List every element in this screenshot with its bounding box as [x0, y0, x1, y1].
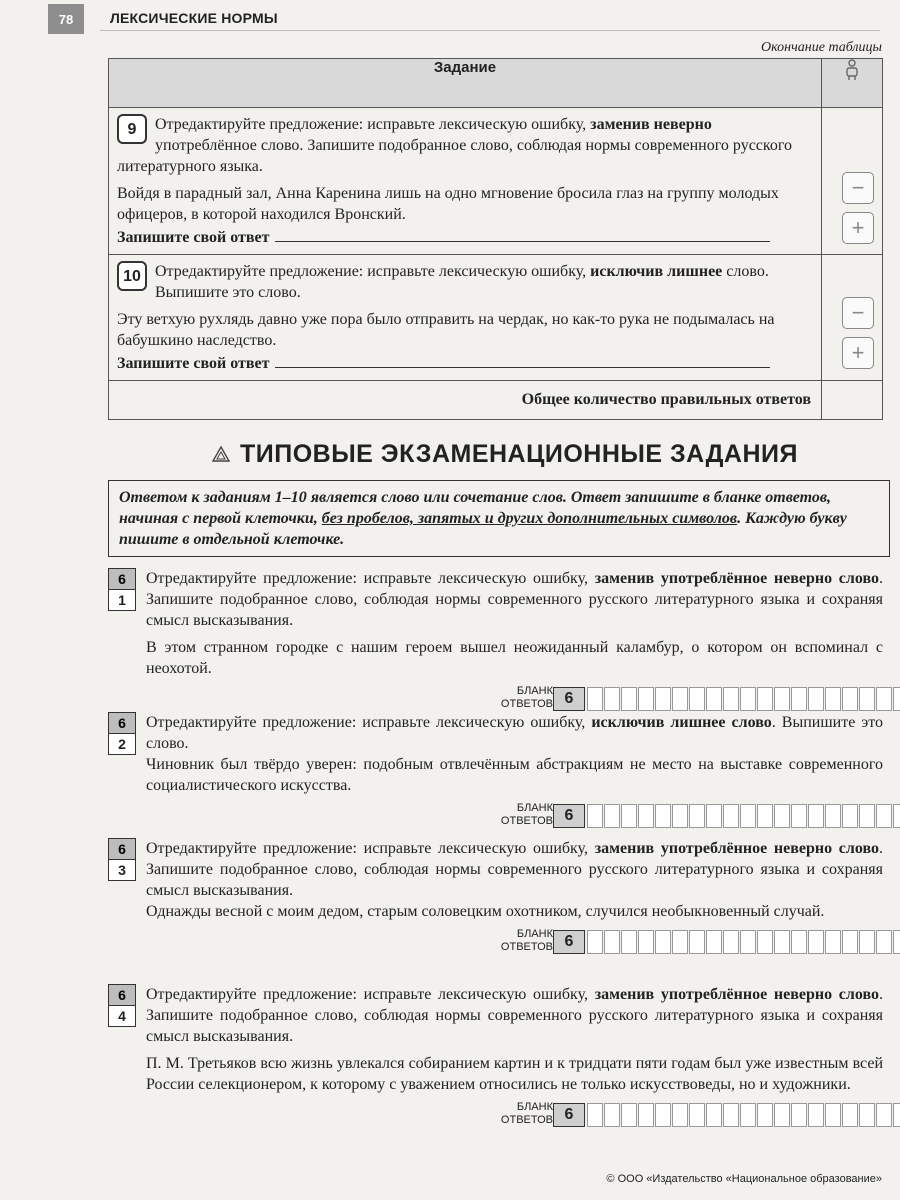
answer-cell[interactable] — [587, 687, 603, 711]
table-header-row — [109, 59, 883, 108]
blank-task-number: 6 — [553, 804, 585, 828]
answer-cell[interactable] — [876, 804, 892, 828]
exercise-item — [108, 712, 883, 830]
blank-label: БЛАНК ОТВЕТОВ — [500, 685, 553, 710]
task-sentence: Эту ветхую рухлядь давно уже пора было отправить на чердак, но как-то рука не подымалась на бабушкино наследство. — [117, 311, 775, 349]
answer-cell[interactable] — [825, 930, 841, 954]
task-instruction: Отредактируйте предложение: исправьте лексическую ошибку, заменив неверно употреблённое слово. Запишите подобранное слово, соблюдая нормы современного русского литературного языка. — [117, 116, 793, 175]
answer-cell[interactable] — [706, 1103, 722, 1127]
answer-cell[interactable] — [621, 687, 637, 711]
answer-cell[interactable] — [689, 1103, 705, 1127]
answer-cell[interactable] — [859, 930, 875, 954]
copyright: © ООО «Издательство «Национальное образование» — [606, 1173, 882, 1185]
answer-cell[interactable] — [842, 1103, 858, 1127]
answer-cell[interactable] — [740, 687, 756, 711]
answer-cell[interactable] — [723, 804, 739, 828]
answer-cell[interactable] — [587, 930, 603, 954]
answer-cell[interactable] — [825, 687, 841, 711]
answer-cell[interactable] — [723, 1103, 739, 1127]
answer-cells[interactable] — [587, 1103, 900, 1127]
answer-cell[interactable] — [706, 930, 722, 954]
task-instruction: Отредактируйте предложение: исправьте лексическую ошибку, исключив лишнее слово. Выпишите это слово. — [155, 263, 769, 301]
table-header-self-check — [822, 59, 883, 108]
answer-cell[interactable] — [706, 804, 722, 828]
answer-cell[interactable] — [774, 804, 790, 828]
answer-cell[interactable] — [655, 687, 671, 711]
answer-cell[interactable] — [893, 1103, 900, 1127]
task-number: 9 — [117, 114, 147, 144]
exercise-instruction: Отредактируйте предложение: исправьте лексическую ошибку, заменив употреблённое неверно слово. Запишите подобранное слово, соблюдая нормы современного русского литературного языка и сохраняя смысл высказывания. — [146, 986, 883, 1045]
exam-section-title: ТИПОВЫЕ ЭКЗАМЕНАЦИОННЫЕ ЗАДАНИЯ — [210, 440, 798, 469]
table-row — [109, 255, 883, 381]
answer-cell[interactable] — [757, 804, 773, 828]
answer-cell[interactable] — [774, 687, 790, 711]
exercise-sentence: В этом странном городке с нашим героем вышел неожиданный каламбур, о котором он вспоминал с неохотой. — [146, 639, 883, 677]
answer-cells[interactable] — [587, 930, 900, 954]
answer-cell[interactable] — [859, 1103, 875, 1127]
answer-cell[interactable] — [689, 804, 705, 828]
answer-cell[interactable] — [791, 1103, 807, 1127]
exercise-item — [108, 984, 883, 1129]
minus-checkbox[interactable]: − — [842, 297, 874, 329]
answer-cell[interactable] — [706, 687, 722, 711]
blank-task-number: 6 — [553, 930, 585, 954]
plus-checkbox[interactable]: + — [842, 337, 874, 369]
answer-cells[interactable] — [587, 687, 900, 711]
recycle-icon — [210, 445, 232, 465]
answer-cell[interactable] — [672, 804, 688, 828]
answer-field[interactable] — [275, 227, 770, 242]
exercise-item — [108, 568, 883, 713]
answer-row: Запишите свой ответ — [117, 353, 811, 374]
answer-cell[interactable] — [825, 1103, 841, 1127]
page-number: 78 — [48, 4, 84, 34]
answer-cell[interactable] — [638, 804, 654, 828]
answer-cell[interactable] — [774, 930, 790, 954]
answer-cell[interactable] — [587, 804, 603, 828]
exercise-item — [108, 838, 883, 956]
answer-cell[interactable] — [859, 687, 875, 711]
answer-cell[interactable] — [740, 930, 756, 954]
answer-cell[interactable] — [638, 687, 654, 711]
answer-cell[interactable] — [655, 1103, 671, 1127]
answer-cell[interactable] — [893, 687, 900, 711]
answer-cell[interactable] — [876, 1103, 892, 1127]
mark-cell — [822, 108, 883, 255]
minus-checkbox[interactable]: − — [842, 172, 874, 204]
answer-cell[interactable] — [672, 687, 688, 711]
answer-blank — [108, 928, 883, 956]
answer-cell[interactable] — [842, 687, 858, 711]
answer-cell[interactable] — [757, 1103, 773, 1127]
exercise-badge: 6 4 — [108, 984, 136, 1027]
answer-cell[interactable] — [808, 804, 824, 828]
exercise-badge: 6 1 — [108, 568, 136, 611]
answer-cell[interactable] — [655, 804, 671, 828]
section-title: ЛЕКСИЧЕСКИЕ НОРМЫ — [110, 10, 278, 26]
table-caption: Окончание таблицы — [761, 40, 882, 55]
answer-cell[interactable] — [689, 930, 705, 954]
task-cell — [109, 108, 822, 255]
exercise-badge: 6 3 — [108, 838, 136, 881]
answer-blank — [108, 685, 883, 713]
answer-blank — [108, 1101, 883, 1129]
answer-cell[interactable] — [723, 930, 739, 954]
answer-cell[interactable] — [791, 930, 807, 954]
answer-cell[interactable] — [604, 687, 620, 711]
answer-cell[interactable] — [893, 930, 900, 954]
task-number: 10 — [117, 261, 147, 291]
plus-checkbox[interactable]: + — [842, 212, 874, 244]
blank-task-number: 6 — [553, 687, 585, 711]
total-row — [109, 381, 883, 420]
blank-label: БЛАНК ОТВЕТОВ — [500, 1101, 553, 1126]
answer-cell[interactable] — [859, 804, 875, 828]
answer-cell[interactable] — [791, 687, 807, 711]
answer-cell[interactable] — [587, 1103, 603, 1127]
total-cell[interactable] — [822, 381, 883, 420]
person-check-icon — [844, 59, 860, 81]
exercise-instruction: Отредактируйте предложение: исправьте лексическую ошибку, исключив лишнее слово. Выпишите это слово. — [146, 714, 884, 752]
answer-cell[interactable] — [757, 930, 773, 954]
answer-cell[interactable] — [808, 1103, 824, 1127]
answer-cell[interactable] — [774, 1103, 790, 1127]
blank-label: БЛАНК ОТВЕТОВ — [500, 928, 553, 953]
answer-cell[interactable] — [808, 930, 824, 954]
answer-cell[interactable] — [689, 687, 705, 711]
task-sentence: Войдя в парадный зал, Анна Каренина лишь на одно мгновение бросила глаз на группу молодых офицеров, в которой находился Вронский. — [117, 185, 779, 223]
answer-cell[interactable] — [808, 687, 824, 711]
exercise-sentence: Однажды весной с моим дедом, старым соловецким охотником, случился необыкновенный случай. — [146, 903, 825, 920]
answer-cell[interactable] — [672, 1103, 688, 1127]
answer-cell[interactable] — [604, 930, 620, 954]
blank-label: БЛАНК ОТВЕТОВ — [500, 802, 553, 827]
answer-cell[interactable] — [757, 687, 773, 711]
answer-cell[interactable] — [893, 804, 900, 828]
answer-cell[interactable] — [672, 930, 688, 954]
answer-cell[interactable] — [604, 1103, 620, 1127]
answer-cell[interactable] — [740, 1103, 756, 1127]
exercise-sentence: Чиновник был твёрдо уверен: подобным отвлечённым абстракциям не место на выставке современного социалистического искусства. — [146, 756, 883, 794]
answer-cell[interactable] — [655, 930, 671, 954]
answer-cell[interactable] — [842, 930, 858, 954]
mark-cell — [822, 255, 883, 381]
answer-cell[interactable] — [638, 1103, 654, 1127]
answer-cell[interactable] — [740, 804, 756, 828]
table-header-task: Задание — [109, 59, 822, 108]
answer-cells[interactable] — [587, 804, 900, 828]
exercise-sentence: П. М. Третьяков всю жизнь увлекался собиранием картин и к тридцати пяти годам был уже известным всей России селекционером, к которому с уважением относились не только искусствоведы, но и художники. — [146, 1055, 883, 1093]
answer-cell[interactable] — [604, 804, 620, 828]
answer-cell[interactable] — [621, 1103, 637, 1127]
answer-cell[interactable] — [621, 930, 637, 954]
answer-cell[interactable] — [842, 804, 858, 828]
answer-row: Запишите свой ответ — [117, 227, 811, 248]
answer-cell[interactable] — [723, 687, 739, 711]
table-row — [109, 108, 883, 255]
answer-cell[interactable] — [825, 804, 841, 828]
exercise-instruction: Отредактируйте предложение: исправьте лексическую ошибку, заменив употреблённое неверно слово. Запишите подобранное слово, соблюдая нормы современного русского литературного языка и сохраняя смысл высказывания. — [146, 840, 883, 899]
blank-task-number: 6 — [553, 1103, 585, 1127]
answer-cell[interactable] — [638, 930, 654, 954]
answer-cell[interactable] — [791, 804, 807, 828]
exercise-badge: 6 2 — [108, 712, 136, 755]
answer-cell[interactable] — [621, 804, 637, 828]
answer-field[interactable] — [275, 353, 770, 368]
answer-cell[interactable] — [876, 930, 892, 954]
exam-instruction: Ответом к заданиям 1–10 является слово или сочетание слов. Ответ запишите в бланке ответов, начиная с первой клеточки, без пробелов, запятых и других дополнительных символов. Каждую букву пишите в отдельной клеточке. — [108, 480, 890, 557]
header-rule — [100, 30, 880, 31]
tasks-table — [108, 58, 883, 420]
task-cell — [109, 255, 822, 381]
exercise-instruction: Отредактируйте предложение: исправьте лексическую ошибку, заменив употреблённое неверно слово. Запишите подобранное слово, соблюдая нормы современного русского литературного языка и сохраняя смысл высказывания. — [146, 570, 883, 629]
total-label: Общее количество правильных ответов — [109, 381, 822, 420]
answer-blank — [108, 802, 883, 830]
answer-cell[interactable] — [876, 687, 892, 711]
